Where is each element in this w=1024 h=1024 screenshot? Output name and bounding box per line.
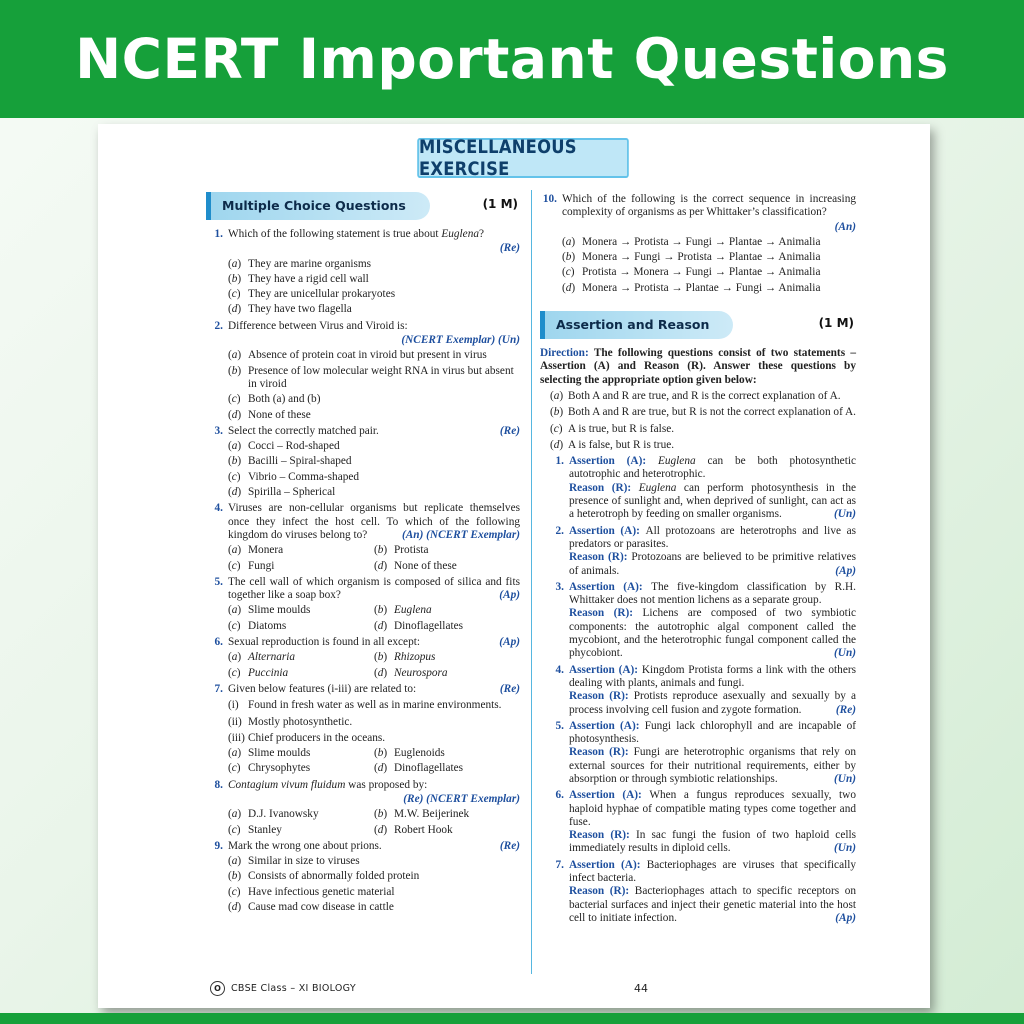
option bbox=[228, 560, 374, 573]
option-text: Consists of abnormally folded protein bbox=[248, 870, 420, 883]
question-number: 5. bbox=[214, 575, 223, 588]
ar-item-body bbox=[569, 525, 856, 578]
option-text: A is true, but R is false. bbox=[568, 422, 675, 435]
options-grid bbox=[228, 604, 520, 633]
reason-label: Reason (R): bbox=[569, 746, 634, 759]
assertion-text bbox=[569, 664, 856, 691]
question-number: 9. bbox=[214, 839, 223, 852]
publisher-logo-icon: O bbox=[210, 981, 225, 996]
option-letter: (c) bbox=[228, 559, 241, 572]
option-letter: (d) bbox=[228, 303, 242, 316]
ar-item-body bbox=[569, 789, 856, 855]
feature-item bbox=[228, 732, 520, 745]
option-letter: (c) bbox=[562, 266, 575, 279]
option-letter: (a) bbox=[550, 389, 564, 402]
option-text: Rhizopus bbox=[394, 651, 436, 664]
feature-number: (iii) bbox=[228, 731, 245, 744]
question-row bbox=[206, 576, 520, 603]
option bbox=[228, 901, 520, 914]
option-letter: (b) bbox=[374, 544, 388, 557]
option bbox=[228, 455, 520, 468]
reason-text bbox=[569, 829, 856, 856]
ar-direction-text: The following questions consist of two statements – Assertion (A) and Reason (R). Answer these questions by selecting the appropriate option given below: bbox=[540, 347, 856, 386]
question-text: The cell wall of which organism is composed of silica and fits together like a soap box? (Ap) bbox=[228, 575, 520, 602]
option-letter: (b) bbox=[228, 364, 242, 377]
ar-item-number: 2. bbox=[555, 524, 564, 537]
option-letter: (c) bbox=[228, 288, 241, 301]
reason-content: Protists reproduce asexually and sexually by a process involving cell fusion and zygote formation. bbox=[569, 690, 856, 716]
option-letter: (d) bbox=[228, 901, 242, 914]
feature-text: Mostly photosynthetic. bbox=[248, 715, 353, 728]
assertion-label: Assertion (A): bbox=[569, 580, 652, 593]
question-tag: (Ap) bbox=[499, 636, 520, 649]
option-text: Alternaria bbox=[248, 651, 296, 664]
option-letter: (c) bbox=[228, 666, 241, 679]
question-tag: (Re) bbox=[499, 839, 520, 852]
option-letter: (c) bbox=[228, 762, 241, 775]
ar-options bbox=[540, 390, 856, 452]
ar-direction bbox=[540, 347, 856, 387]
mcq-item bbox=[206, 425, 520, 499]
ar-item-number: 1. bbox=[555, 455, 564, 468]
options-grid bbox=[228, 808, 520, 837]
option-letter: (b) bbox=[228, 455, 242, 468]
right-column bbox=[540, 190, 856, 925]
question-text: Difference between Virus and Viroid is: bbox=[228, 319, 408, 332]
options-grid bbox=[228, 544, 520, 573]
ar-item-body bbox=[569, 720, 856, 786]
option-text: Neurospora bbox=[394, 666, 448, 679]
option-letter: (a) bbox=[228, 604, 242, 617]
mcq-section-header bbox=[206, 190, 520, 222]
option bbox=[228, 303, 520, 316]
question-row bbox=[206, 228, 520, 241]
option bbox=[228, 544, 374, 557]
mcq-item bbox=[206, 228, 520, 317]
assertion-label: Assertion (A): bbox=[569, 719, 645, 732]
option-letter: (d) bbox=[374, 823, 388, 836]
option-text: Chrysophytes bbox=[248, 762, 311, 775]
ar-item-number: 4. bbox=[555, 663, 564, 676]
question-tag: (Re) bbox=[499, 424, 520, 437]
mcq-item bbox=[206, 840, 520, 914]
question-tag: (NCERT Exemplar) (Un) bbox=[401, 334, 520, 347]
option-text: Slime moulds bbox=[248, 604, 311, 617]
assertion-text bbox=[569, 525, 856, 552]
reason-text bbox=[569, 746, 856, 786]
option-text: Puccinia bbox=[248, 666, 289, 679]
option-letter: (b) bbox=[374, 604, 388, 617]
option-text: Presence of low molecular weight RNA in virus but absent in viroid bbox=[248, 364, 514, 390]
option-text: Both A and R are true, and R is the correct explanation of A. bbox=[568, 389, 841, 402]
option bbox=[374, 667, 520, 680]
feature-text: Found in fresh water as well as in marine environments. bbox=[248, 699, 502, 712]
option-text: Monera → Protista → Plantae → Fungi → Animalia bbox=[582, 281, 821, 294]
option-text: Euglenoids bbox=[394, 747, 445, 760]
option-text: They are unicellular prokaryotes bbox=[248, 288, 396, 301]
option-text: Stanley bbox=[248, 823, 282, 836]
ar-tag: (Ap) bbox=[835, 911, 856, 924]
reason-content: Bacteriophages attach to specific receptors on bacterial surfaces and inject their genetic material into the host cell to initiate infection. bbox=[569, 885, 856, 924]
option bbox=[228, 471, 520, 484]
feature-item bbox=[228, 716, 520, 729]
assertion-label: Assertion (A): bbox=[569, 858, 647, 871]
ar-option bbox=[540, 423, 856, 436]
option-text: Spirilla – Spherical bbox=[248, 486, 336, 499]
option-text: Fungi bbox=[248, 559, 275, 572]
question-text: Viruses are non-cellular organisms but replicate themselves once they infect the host cell. To which of the following kingdom do viruses belong to? (An) (NCERT Exemplar) bbox=[228, 502, 520, 541]
ar-item bbox=[540, 525, 856, 578]
question-row bbox=[206, 683, 520, 696]
bottom-bar bbox=[0, 1013, 1024, 1024]
option bbox=[374, 604, 520, 617]
ar-tag: (Un) bbox=[834, 842, 856, 855]
assertion-label: Assertion (A): bbox=[569, 455, 658, 468]
option bbox=[228, 288, 520, 301]
ar-item bbox=[540, 455, 856, 521]
mcq-item bbox=[206, 320, 520, 422]
ar-option bbox=[540, 406, 856, 419]
reason-content: Protozoans are believed to be primitive relatives of animals. bbox=[569, 551, 856, 577]
option-text: A is false, but R is true. bbox=[568, 438, 675, 451]
option bbox=[228, 762, 374, 775]
option-text: Monera → Protista → Fungi → Plantae → Animalia bbox=[582, 235, 821, 248]
reason-text bbox=[569, 482, 856, 522]
question-number: 2. bbox=[214, 319, 223, 332]
banner-title: NCERT Important Questions bbox=[75, 27, 949, 91]
option-text: Cocci – Rod-shaped bbox=[248, 440, 340, 453]
question-text: Sexual reproduction is found in all except: (Ap) bbox=[228, 636, 520, 649]
ar-tag: (Ap) bbox=[835, 564, 856, 577]
option-text: Slime moulds bbox=[248, 747, 311, 760]
mcq-item bbox=[540, 193, 856, 295]
option-letter: (b) bbox=[228, 272, 242, 285]
option-text: Both (a) and (b) bbox=[248, 393, 321, 406]
option-letter: (d) bbox=[562, 281, 576, 294]
option bbox=[228, 349, 520, 362]
option-letter: (a) bbox=[228, 747, 242, 760]
question-row bbox=[206, 425, 520, 438]
assertion-content: The five-kingdom classification by R.H. Whittaker does not mention lichens as a separate group. bbox=[569, 580, 857, 607]
option-letter: (c) bbox=[228, 823, 241, 836]
option bbox=[228, 747, 374, 760]
option bbox=[228, 808, 374, 821]
ar-section-header bbox=[540, 309, 856, 341]
option bbox=[562, 282, 856, 295]
page-title: MISCELLANEOUS EXERCISE bbox=[417, 138, 629, 178]
option bbox=[228, 886, 520, 899]
option-letter: (a) bbox=[228, 257, 242, 270]
option-letter: (b) bbox=[374, 651, 388, 664]
reason-text bbox=[569, 551, 856, 578]
reason-label: Reason (R): bbox=[569, 690, 634, 703]
ar-item-number: 6. bbox=[555, 789, 564, 802]
option-letter: (c) bbox=[228, 470, 241, 483]
option bbox=[374, 808, 520, 821]
option-letter: (a) bbox=[228, 440, 242, 453]
ar-item-body bbox=[569, 664, 856, 717]
question-tag: (Re) bbox=[499, 242, 520, 255]
option-letter: (c) bbox=[550, 422, 563, 435]
ar-item bbox=[540, 720, 856, 786]
option bbox=[228, 409, 520, 422]
assertion-label: Assertion (A): bbox=[569, 789, 650, 802]
option-text: M.W. Beijerinek bbox=[394, 808, 470, 821]
ar-item-body bbox=[569, 859, 856, 925]
question-number: 1. bbox=[214, 228, 223, 240]
option bbox=[228, 855, 520, 868]
option-letter: (d) bbox=[374, 619, 388, 632]
banner bbox=[0, 0, 1024, 118]
assertion-content: All protozoans are heterotrophs and live as predators or parasites. bbox=[569, 524, 857, 550]
assertion-content: Bacteriophages are viruses that specifically infect bacteria. bbox=[569, 858, 857, 885]
option-letter: (d) bbox=[228, 486, 242, 499]
reason-content: Fungi are heterotrophic organisms that rely on external sources for their nutritional requirements, either by absorption or through symbiotic relationships. bbox=[569, 746, 856, 785]
reason-label: Reason (R): bbox=[569, 885, 635, 898]
question-row bbox=[206, 320, 520, 333]
question-tag: (Re) bbox=[499, 682, 520, 695]
question-text: Contagium vivum fluidum was proposed by: bbox=[228, 778, 428, 791]
left-column bbox=[206, 190, 520, 914]
question-tag: (Re) (NCERT Exemplar) bbox=[403, 792, 520, 805]
option bbox=[228, 651, 374, 664]
option-letter: (d) bbox=[550, 438, 564, 451]
question-text: Select the correctly matched pair. (Re) bbox=[228, 424, 520, 437]
ar-item bbox=[540, 859, 856, 925]
option bbox=[374, 747, 520, 760]
reason-label: Reason (R): bbox=[569, 551, 632, 564]
column-divider bbox=[531, 190, 532, 974]
option bbox=[228, 604, 374, 617]
page-footer bbox=[210, 978, 810, 998]
option bbox=[228, 258, 520, 271]
option bbox=[228, 440, 520, 453]
assertion-label: Assertion (A): bbox=[569, 663, 642, 676]
question-number: 3. bbox=[214, 424, 223, 437]
question-tag: (An) (NCERT Exemplar) bbox=[402, 528, 520, 541]
mcq-item bbox=[206, 502, 520, 572]
feature-number: (i) bbox=[228, 699, 239, 712]
option-letter: (a) bbox=[228, 855, 242, 868]
footer-book-title: CBSE Class – XI BIOLOGY bbox=[231, 982, 356, 994]
option-text: Protista bbox=[394, 544, 429, 557]
option-text: Diatoms bbox=[248, 619, 287, 632]
assertion-text bbox=[569, 859, 856, 886]
ar-option bbox=[540, 390, 856, 403]
ar-item-body bbox=[569, 581, 856, 661]
option-letter: (b) bbox=[550, 406, 564, 419]
option-text: None of these bbox=[248, 408, 311, 421]
mcq-item bbox=[206, 683, 520, 776]
option-text: Dinoflagellates bbox=[394, 762, 464, 775]
option-letter: (c) bbox=[228, 393, 241, 406]
assertion-text bbox=[569, 789, 856, 829]
option-text: Monera → Fungi → Protista → Plantae → Animalia bbox=[582, 251, 821, 264]
feature-item bbox=[228, 699, 520, 712]
option bbox=[374, 824, 520, 837]
question-row bbox=[540, 193, 856, 220]
ar-item-number: 5. bbox=[555, 719, 564, 732]
ar-item bbox=[540, 581, 856, 661]
ar-option bbox=[540, 439, 856, 452]
question-text: Which of the following statement is true about Euglena? bbox=[228, 228, 485, 240]
reason-content: In sac fungi the fusion of two haploid cells immediately results in diploid cells. bbox=[569, 829, 857, 855]
mcq-list-continued bbox=[540, 193, 856, 295]
question-number: 6. bbox=[214, 636, 223, 649]
option-letter: (a) bbox=[228, 349, 242, 362]
mcq-item bbox=[206, 636, 520, 680]
option bbox=[562, 236, 856, 249]
option bbox=[562, 266, 856, 279]
ar-direction-label: Direction: bbox=[540, 347, 589, 360]
option-letter: (b) bbox=[562, 251, 576, 264]
option-text: They have two flagella bbox=[248, 303, 352, 316]
option bbox=[374, 762, 520, 775]
option-text: Dinoflagellates bbox=[394, 619, 464, 632]
reason-text bbox=[569, 885, 856, 925]
option-text: Absence of protein coat in viroid but present in virus bbox=[248, 349, 487, 362]
assertion-content: When a fungus reproduces sexually, two haploid hyphae of compatible mating types come together and fuse. bbox=[569, 789, 856, 828]
question-text: Given below features (i-iii) are related to: (Re) bbox=[228, 682, 520, 695]
assertion-label: Assertion (A): bbox=[569, 524, 646, 537]
feature-text: Chief producers in the oceans. bbox=[248, 731, 386, 744]
option-letter: (d) bbox=[374, 559, 388, 572]
assertion-text bbox=[569, 720, 856, 747]
assertion-content: Euglena can be both photosynthetic autotrophic and heterotrophic. bbox=[569, 455, 856, 481]
option-letter: (d) bbox=[228, 408, 242, 421]
reason-text bbox=[569, 607, 856, 660]
option-text: Robert Hook bbox=[394, 823, 453, 836]
option-text: Both A and R are true, but R is not the correct explanation of A. bbox=[568, 406, 857, 419]
option-letter: (a) bbox=[228, 651, 242, 664]
question-row bbox=[206, 779, 520, 792]
option-letter: (a) bbox=[228, 544, 242, 557]
option-text: Bacilli – Spiral-shaped bbox=[248, 455, 352, 468]
options-grid bbox=[228, 747, 520, 776]
mcq-marks: (1 M) bbox=[482, 197, 518, 211]
reason-content: Lichens are composed of two symbiotic components: the autotrophic algal component called the mycobiont, and the heterotrophic fungal component called the phycobiont. bbox=[569, 607, 856, 660]
option-letter: (a) bbox=[562, 235, 576, 248]
question-text: Mark the wrong one about prions. (Re) bbox=[228, 839, 520, 852]
option-letter: (d) bbox=[374, 666, 388, 679]
ar-item bbox=[540, 789, 856, 855]
question-text: Which of the following is the correct sequence in increasing complexity of organisms as per Whittaker’s classification? bbox=[562, 193, 856, 219]
book-page bbox=[98, 124, 930, 1008]
option-text: D.J. Ivanowsky bbox=[248, 808, 319, 821]
ar-item-number: 3. bbox=[555, 580, 564, 593]
option-text: Protista → Monera → Fungi → Plantae → Animalia bbox=[582, 266, 821, 279]
reason-label: Reason (R): bbox=[569, 829, 636, 842]
option bbox=[228, 486, 520, 499]
question-row bbox=[206, 502, 520, 542]
assertion-content: Kingdom Protista forms a link with the others dealing with plants, animals and fungi. bbox=[569, 663, 857, 689]
ar-tag: (Un) bbox=[834, 647, 856, 660]
option bbox=[374, 620, 520, 633]
option-letter: (c) bbox=[228, 619, 241, 632]
question-number: 8. bbox=[214, 778, 223, 791]
mcq-list bbox=[206, 228, 520, 914]
ar-marks: (1 M) bbox=[818, 316, 854, 331]
question-row bbox=[206, 636, 520, 649]
question-number: 4. bbox=[214, 502, 223, 515]
reason-content: Euglena can perform photosynthesis in the presence of sunlight and, when deprived of sunlight, can act as a heterotroph by feeding on smaller organisms. bbox=[569, 481, 856, 521]
ar-item-body bbox=[569, 455, 856, 521]
ar-item bbox=[540, 664, 856, 717]
option-text: Cause mad cow disease in cattle bbox=[248, 901, 394, 914]
option bbox=[374, 544, 520, 557]
option-text: Monera bbox=[248, 544, 284, 557]
ar-tag: (Re) bbox=[835, 703, 856, 716]
option-letter: (b) bbox=[228, 870, 242, 883]
option-text: Euglena bbox=[394, 604, 432, 617]
option bbox=[228, 870, 520, 883]
assertion-text bbox=[569, 455, 856, 482]
options-grid bbox=[228, 651, 520, 680]
mcq-item bbox=[206, 576, 520, 633]
option bbox=[562, 251, 856, 264]
option bbox=[374, 651, 520, 664]
ar-tag: (Un) bbox=[834, 508, 856, 521]
ar-items bbox=[540, 455, 856, 925]
option-letter: (b) bbox=[374, 808, 388, 821]
question-tag: (An) bbox=[834, 220, 856, 233]
option-text: None of these bbox=[394, 559, 457, 572]
assertion-content: Fungi lack chlorophyll and are incapable of photosynthesis. bbox=[569, 719, 856, 746]
option bbox=[228, 273, 520, 286]
question-tag: (Ap) bbox=[499, 589, 520, 602]
assertion-text bbox=[569, 581, 856, 608]
option-letter: (c) bbox=[228, 885, 241, 898]
page-number: 44 bbox=[634, 981, 648, 995]
option-text: Vibrio – Comma-shaped bbox=[248, 470, 360, 483]
option bbox=[228, 824, 374, 837]
ar-tag: (Un) bbox=[834, 772, 856, 785]
mcq-item bbox=[206, 779, 520, 837]
option-text: Have infectious genetic material bbox=[248, 885, 395, 898]
option bbox=[228, 365, 520, 392]
ar-item-number: 7. bbox=[555, 858, 564, 871]
option-text: Similar in size to viruses bbox=[248, 855, 360, 868]
reason-label: Reason (R): bbox=[569, 607, 643, 620]
option-text: They are marine organisms bbox=[248, 257, 372, 270]
option bbox=[228, 393, 520, 406]
feature-number: (ii) bbox=[228, 715, 242, 728]
option-text: They have a rigid cell wall bbox=[248, 272, 369, 285]
option bbox=[374, 560, 520, 573]
question-row bbox=[206, 840, 520, 853]
option bbox=[228, 667, 374, 680]
option-letter: (b) bbox=[374, 747, 388, 760]
option bbox=[228, 620, 374, 633]
ar-heading: Assertion and Reason bbox=[540, 311, 733, 339]
mcq-heading: Multiple Choice Questions bbox=[206, 192, 430, 220]
reason-text bbox=[569, 690, 856, 717]
option-letter: (a) bbox=[228, 808, 242, 821]
question-number: 7. bbox=[214, 682, 223, 695]
option-letter: (d) bbox=[374, 762, 388, 775]
question-number: 10. bbox=[542, 193, 557, 205]
reason-label: Reason (R): bbox=[569, 481, 639, 494]
